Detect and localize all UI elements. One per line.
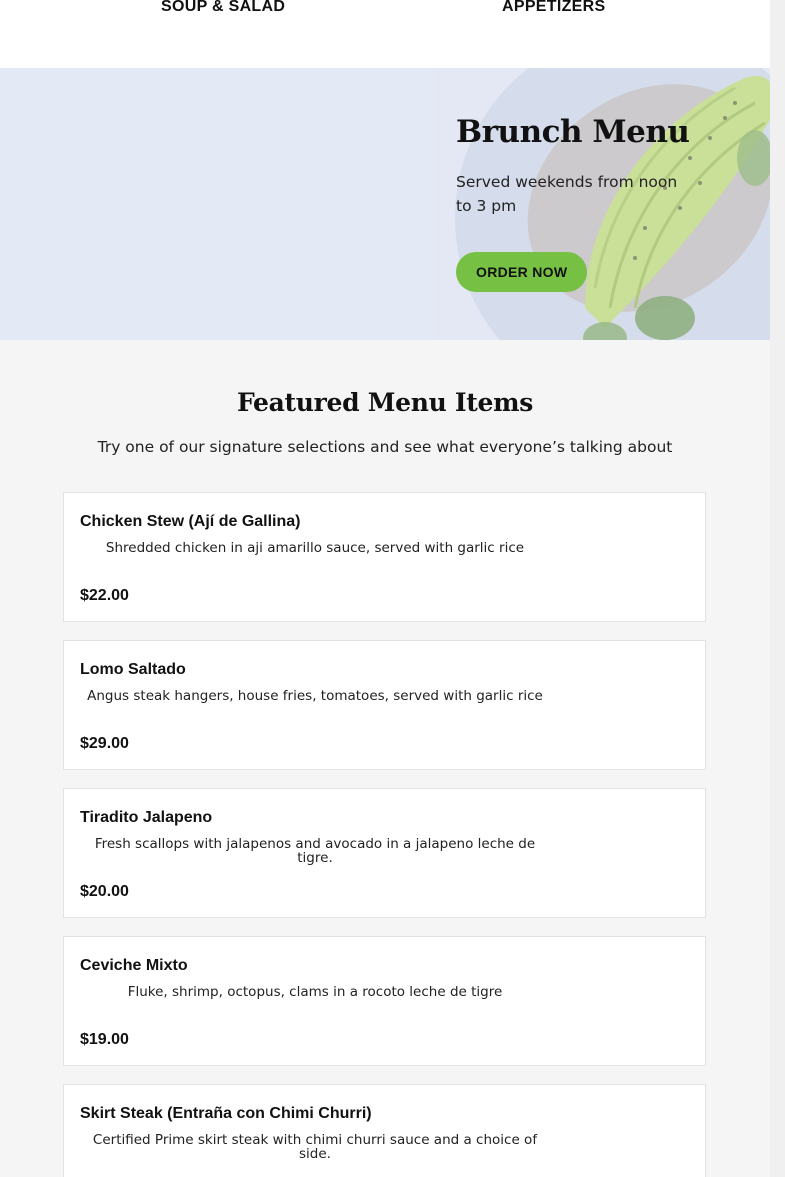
menu-item-description: Angus steak hangers, house fries, tomatoes, served with garlic rice [87,688,543,704]
menu-item-price: $29.00 [80,735,129,752]
menu-item-name: Chicken Stew (Ají de Gallina) [80,513,301,530]
menu-item-name: Ceviche Mixto [80,957,188,974]
menu-item-description: Fluke, shrimp, octopus, clams in a rocoto leche de tigre [127,984,503,1000]
nav-link-appetizers[interactable]: APPETIZERS [502,0,606,15]
menu-item-description: Fresh scallops with jalapenos and avocado in a jalapeno leche de tigre. [94,836,536,866]
menu-item-price: $20.00 [80,883,129,900]
top-nav [0,0,770,68]
menu-item-card[interactable] [63,788,706,918]
menu-item-card[interactable] [63,936,706,1066]
nav-link-soup-salad[interactable]: SOUP & SALAD [161,0,286,15]
hero-title: Brunch Menu [456,114,690,150]
menu-item-card[interactable] [63,640,706,770]
menu-item-description: Shredded chicken in aji amarillo sauce, served with garlic rice [105,540,525,556]
scrollbar[interactable] [770,0,785,1177]
hero-content [456,112,706,292]
menu-item-card[interactable] [63,492,706,622]
menu-item-card[interactable] [63,1084,706,1177]
menu-item-name: Skirt Steak (Entraña con Chimi Churri) [80,1105,372,1122]
featured-subtitle: Try one of our signature selections and see what everyone’s talking about [97,438,673,456]
menu-item-name: Lomo Saltado [80,661,186,678]
menu-item-description: Certified Prime skirt steak with chimi churri sauce and a choice of side. [92,1132,538,1162]
order-now-button[interactable]: ORDER NOW [456,252,587,292]
menu-item-price: $22.00 [80,587,129,604]
hero-subtitle: Served weekends from noon to 3 pm [456,173,678,215]
hero-banner [0,68,770,340]
featured-title: Featured Menu Items [236,388,534,417]
menu-item-price: $19.00 [80,1031,129,1048]
menu-item-name: Tiradito Jalapeno [80,809,213,826]
